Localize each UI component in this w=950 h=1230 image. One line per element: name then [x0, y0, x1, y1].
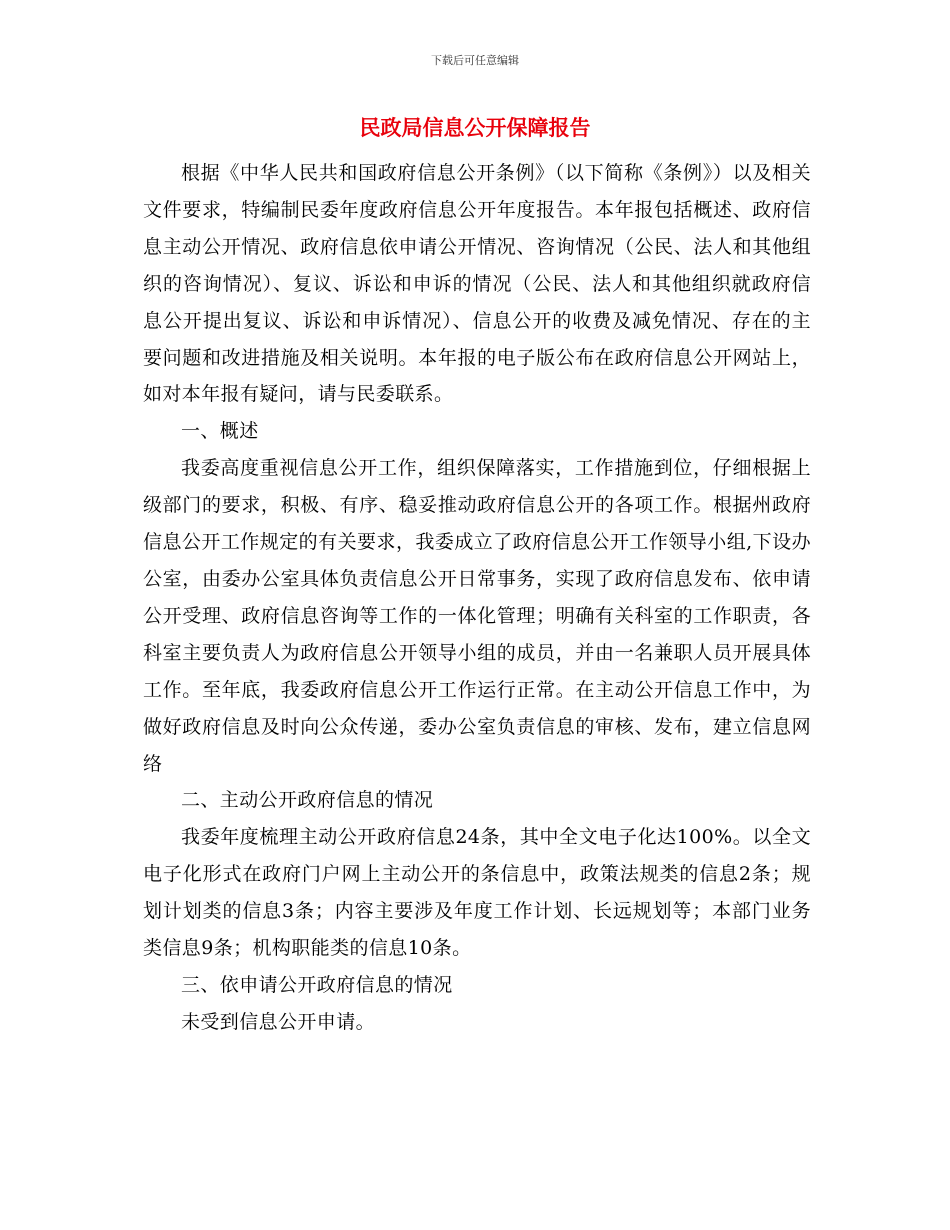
section-heading-request-disclosure: 三、依申请公开政府信息的情况	[181, 973, 453, 996]
paragraph-proactive-disclosure: 我委年度梳理主动公开政府信息24条，其中全文电子化达100%。以全文电子化形式在政府门户网上主动公开的条信息中，政策法规类的信息2条；规划计划类的信息3条；内容主要涉及年度工作计划、长远规划等；本部门业务类信息9条；机构职能类的信息10条。	[143, 826, 811, 960]
document-title: 民政局信息公开保障报告	[359, 116, 591, 140]
page-header-note: 下载后可任意编辑	[431, 54, 519, 67]
section-heading-proactive-disclosure: 二、主动公开政府信息的情况	[181, 789, 434, 812]
paragraph-intro: 根据《中华人民共和国政府信息公开条例》（以下简称《条例》）以及相关文件要求，特编制民委年度政府信息公开年度报告。本年报包括概述、政府信息主动公开情况、政府信息依申请公开情况、咨询情况（公民、法人和其他组织的咨询情况）、复议、诉讼和申诉的情况（公民、法人和其他组织就政府信息公开提出复议、诉讼和申诉情况）、信息公开的收费及减免情况、存在的主要问题和改进措施及相关说明。本年报的电子版公布在政府信息公开网站上，如对本年报有疑问，请与民委联系。	[143, 162, 811, 406]
paragraph-request-disclosure: 未受到信息公开申请。	[181, 1010, 376, 1033]
document-body	[143, 155, 811, 1041]
section-heading-overview: 一、概述	[181, 420, 259, 443]
paragraph-overview: 我委高度重视信息公开工作，组织保障落实，工作措施到位，仔细根据上级部门的要求，积极、有序、稳妥推动政府信息公开的各项工作。根据州政府信息公开工作规定的有关要求，我委成立了政府信息公开工作领导小组,下设办公室，由委办公室具体负责信息公开日常事务，实现了政府信息发布、依申请公开受理、政府信息咨询等工作的一体化管理；明确有关科室的工作职责，各科室主要负责人为政府信息公开领导小组的成员，并由一名兼职人员开展具体工作。至年底，我委政府信息公开工作运行正常。在主动公开信息工作中，为做好政府信息及时向公众传递，委办公室负责信息的审核、发布，建立信息网络	[143, 457, 811, 775]
